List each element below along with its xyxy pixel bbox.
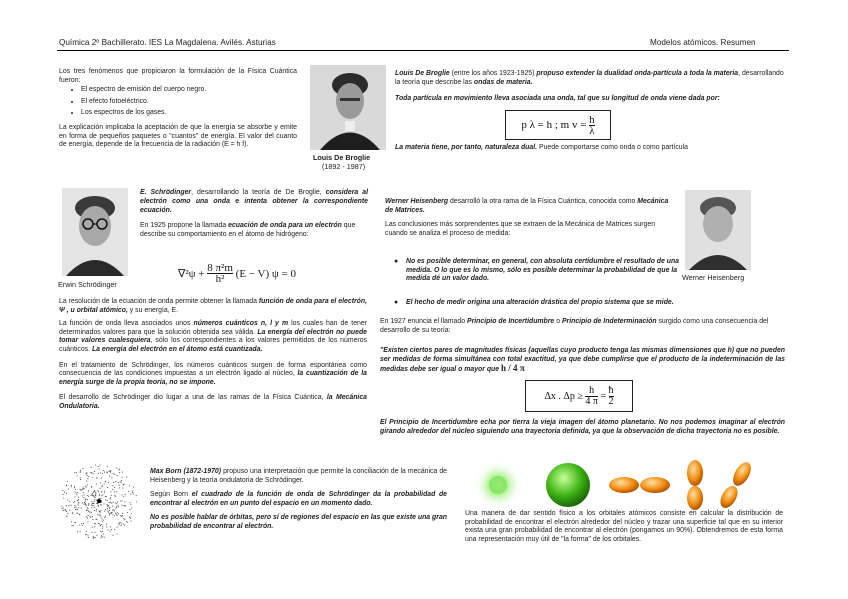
header-left: Química 2º Bachillerato. IES La Magdalena. Avilés. Asturias bbox=[59, 38, 276, 47]
heisenberg-eq-den: 2 bbox=[608, 395, 614, 407]
schrodinger-paragraph bbox=[140, 188, 368, 215]
heisenberg-text: desarrolló la otra rama de la Física Cuántica, conocida como bbox=[448, 198, 638, 205]
born-paragraph bbox=[150, 491, 447, 508]
heisenberg-paragraph bbox=[385, 198, 670, 215]
schrodinger-eq-num: 8 π²m bbox=[207, 262, 233, 274]
born-name: Max Born (1872-1970) bbox=[150, 468, 222, 475]
born-probability: el cuadrado de la función de onda de Schrödinger da la probabilidad de encontrar al electrón en un punto del espacio en un momento dado. bbox=[150, 491, 448, 507]
debroglie-equation bbox=[505, 110, 611, 140]
heisenberg-eq-num: h bbox=[585, 386, 598, 397]
born-block bbox=[150, 468, 447, 532]
heisenberg-paragraph: Las conclusiones más sorprendentes que se extraen de la Mecánica de Matrices surgen cuando se analiza el proceso de medida: bbox=[385, 221, 656, 237]
heisenberg-list-text: El hecho de medir origina una alteración drástica del propio sistema que se mide. bbox=[406, 299, 674, 306]
schrodinger-text: , sólo los correspondientes a los valores permitidos de los números cuánticos. bbox=[59, 337, 367, 353]
heisenberg-list-item bbox=[394, 258, 684, 284]
debroglie-dual-bold: La materia tiene, por tanto, naturaleza dual. bbox=[395, 144, 538, 151]
schrodinger-paragraph bbox=[59, 298, 367, 315]
bullet-icon: ● bbox=[394, 299, 399, 306]
debroglie-photo bbox=[310, 65, 386, 150]
heisenberg-eq-mid: = bbox=[600, 390, 607, 402]
schrodinger-eq-fraction bbox=[207, 263, 233, 284]
born-text: propuso una interpretación que permite la conciliación de la mecánica de Heisenberg y la teoría ondulatoria de Schrödinger. bbox=[150, 468, 447, 484]
orbitals-text: Una manera de dar sentido físico a los orbitales atómicos consiste en calcular la distribución de probabilidad de encontrar el electrón alrededor del núcleo y trazar una superficie tal que en su interior exista una gran probabilidad de encontrar al electrón (pongamos un 90%). Obtendremos de esta forma una representación muy útil de "la forma" de los orbitales. bbox=[465, 510, 783, 543]
debroglie-block bbox=[395, 69, 788, 103]
schrodinger-text: La función de onda lleva asociados unos bbox=[59, 320, 194, 328]
debroglie-caption-name: Louis De Broglie bbox=[313, 153, 371, 162]
debroglie-text: , desarrollando la teoría que describe las bbox=[395, 70, 784, 86]
heisenberg-text: surgido como una consecuencia del desarrollo de su teoría: bbox=[380, 318, 769, 334]
heisenberg-eq-fraction bbox=[609, 386, 614, 407]
schrodinger-photo bbox=[62, 188, 128, 276]
intro-list bbox=[59, 86, 297, 118]
heisenberg-uncertainty: Principio de Incertidumbre bbox=[466, 318, 555, 325]
debroglie-eq-num: h bbox=[589, 113, 595, 126]
heisenberg-quote-text: "Existen ciertos pares de magnitudes físicas (aquellas cuyo producto tenga las mismas dimensiones que h) que no pueden ser medidas de forma simultánea con total exactitud, ya que debe cumplirse que el producto de la indeterminación de las medidas debe ser igual o mayor que bbox=[380, 347, 785, 374]
schrodinger-quantized: La energía del electrón en el átomo está cuantizada. bbox=[91, 345, 263, 353]
schrodinger-intro bbox=[140, 188, 368, 239]
heisenberg-quote bbox=[380, 347, 785, 375]
schrodinger-wave-eq-label: ecuación de onda para un electrón bbox=[228, 222, 342, 229]
electron-cloud-image bbox=[58, 460, 140, 542]
schrodinger-wave-mechanics: la Mecánica Ondulatoria. bbox=[59, 394, 367, 410]
born-text: Según Born bbox=[150, 491, 192, 499]
debroglie-name: Louis De Broglie bbox=[395, 70, 450, 77]
born-orbits: No es posible hablar de órbitas, pero sí de regiones del espacio en las que existe una gran probabilidad de encontrar al electrón. bbox=[150, 514, 447, 530]
schrodinger-paragraph bbox=[59, 362, 367, 388]
schrodinger-caption: Erwin Schrödinger bbox=[58, 280, 117, 289]
heisenberg-caption: Werner Heisenberg bbox=[682, 273, 745, 282]
schrodinger-text: El desarrollo de Schrödinger dio lugar a una de las ramas de la Física Cuántica, bbox=[59, 394, 327, 402]
debroglie-matter-waves: ondas de materia. bbox=[473, 79, 533, 86]
heisenberg-text: En 1927 enuncia el llamado bbox=[380, 318, 467, 325]
schrodinger-paragraph bbox=[59, 320, 367, 354]
debroglie-eq-fraction bbox=[589, 115, 595, 136]
intro-list-item: • El efecto fotoeléctrico. bbox=[81, 98, 297, 107]
heisenberg-list-2 bbox=[394, 299, 794, 308]
heisenberg-text: o bbox=[554, 318, 562, 325]
heisenberg-intro bbox=[385, 198, 670, 238]
intro-list-item: • El espectro de emisión del cuerpo negro. bbox=[81, 86, 297, 95]
intro-paragraph: Los tres fenómenos que propiciaron la formulación de la Física Cuántica fueron: bbox=[59, 68, 297, 84]
schrodinger-body bbox=[59, 298, 367, 412]
heisenberg-quote-tail: h / 4 π bbox=[501, 363, 525, 374]
heisenberg-name: Werner Heisenberg bbox=[385, 198, 449, 205]
schrodinger-eq-left: ∇²ψ + bbox=[178, 268, 205, 280]
bullet-icon: ● bbox=[394, 258, 399, 265]
schrodinger-name: E. Schrödinger bbox=[140, 189, 192, 196]
debroglie-dual-rest: Puede comportarse como onda o como partícula bbox=[537, 144, 688, 151]
heisenberg-principle bbox=[380, 318, 785, 335]
schrodinger-quantum-numbers: números cuánticos n, l y m bbox=[193, 320, 289, 328]
heisenberg-matrices: Mecánica de Matrices. bbox=[385, 198, 669, 214]
intro-paragraph: La explicación implicaba la aceptación de que la energía se absorbe y emite en forma de pequeños paquetes o "cuantos" de energía. El valor del cuanto de energía, depende de la frecuencia de la radiación (E = h f). bbox=[59, 123, 297, 149]
schrodinger-text: La resolución de la ecuación de onda permite obtener la llamada bbox=[59, 298, 259, 305]
schrodinger-quantization: la cuantización de la energía surge de la propia teoría, no se impone. bbox=[59, 370, 367, 386]
schrodinger-text: y su energía, E. bbox=[127, 306, 179, 314]
header-right: Modelos atómicos. Resumen bbox=[650, 38, 756, 47]
heisenberg-indeterminacy: Principio de Indeterminación bbox=[561, 318, 657, 325]
schrodinger-equation bbox=[178, 263, 296, 284]
born-paragraph bbox=[150, 468, 447, 485]
schrodinger-eq-den: h² bbox=[215, 273, 225, 285]
heisenberg-eq-left: Δx . Δp ≥ bbox=[544, 390, 583, 402]
heisenberg-equation bbox=[525, 380, 633, 412]
debroglie-eq-den: λ bbox=[589, 124, 595, 137]
debroglie-years-text: (entre los años 1923-1925) bbox=[449, 70, 537, 77]
debroglie-proposal: propuso extender la dualidad onda-partícula a toda la materia bbox=[536, 70, 739, 77]
intro-list-item: • Los espectros de los gases. bbox=[81, 109, 297, 118]
header-rule bbox=[57, 50, 789, 51]
debroglie-paragraph bbox=[395, 69, 788, 87]
intro-block bbox=[59, 68, 297, 150]
heisenberg-eq-num: ħ bbox=[608, 384, 614, 396]
heisenberg-list bbox=[394, 258, 684, 284]
heisenberg-list-item bbox=[394, 299, 794, 308]
debroglie-eq-left: p λ = h ; m v = bbox=[521, 119, 587, 131]
schrodinger-text: que describe su comportamiento en el átomo de hidrógeno: bbox=[140, 222, 356, 238]
schrodinger-paragraph bbox=[140, 221, 368, 239]
orbitals-image bbox=[458, 460, 790, 510]
schrodinger-text: los cuales han de tener determinados valores para que la solución obtenida sea válida. bbox=[59, 320, 367, 336]
schrodinger-paragraph bbox=[59, 394, 367, 411]
debroglie-dual bbox=[395, 144, 788, 153]
heisenberg-eq-fraction bbox=[585, 386, 598, 407]
heisenberg-list-text: No es posible determinar, en general, con absoluta certidumbre el resultado de una medida. O lo que es lo mismo, sólo es posible determinar la probabilidad de que la medida dé un valor dado. bbox=[406, 258, 680, 283]
schrodinger-text: En 1925 propone la llamada bbox=[140, 222, 229, 229]
heisenberg-eq-den: 4 π bbox=[585, 395, 598, 407]
debroglie-caption-years: (1892 - 1987) bbox=[322, 162, 366, 171]
schrodinger-eq-right: (E − V) ψ = 0 bbox=[235, 267, 297, 280]
heisenberg-planetary: El Principio de Incertidumbre echa por tierra la vieja imagen del átomo planetario. No nos podemos imaginar al electrón girando alrededor del núcleo siguiendo una trayectoria definida, ya que la observación de dicha trayectoria no es posible. bbox=[380, 419, 785, 435]
schrodinger-text: En el tratamiento de Schrödinger, los números cuánticos surgen de forma espontánea como consecuencia de las condiciones impuestas a un electrón ligado al núcleo, bbox=[59, 361, 367, 378]
schrodinger-consider: considera al electrón como una onda e intenta obtener la correspondiente ecuación. bbox=[140, 189, 368, 214]
debroglie-statement: Toda partícula en movimiento lleva asociada una onda, tal que su longitud de onda viene dada por: bbox=[395, 95, 720, 102]
schrodinger-wavefunction: función de onda para el electrón, Ψ , u orbital atómico, bbox=[59, 298, 367, 314]
schrodinger-energy: La energía del electrón no puede tomar valores cualesquiera bbox=[59, 328, 367, 345]
schrodinger-text: , desarrollando la teoría de De Broglie, bbox=[191, 189, 326, 196]
heisenberg-photo bbox=[685, 190, 751, 270]
